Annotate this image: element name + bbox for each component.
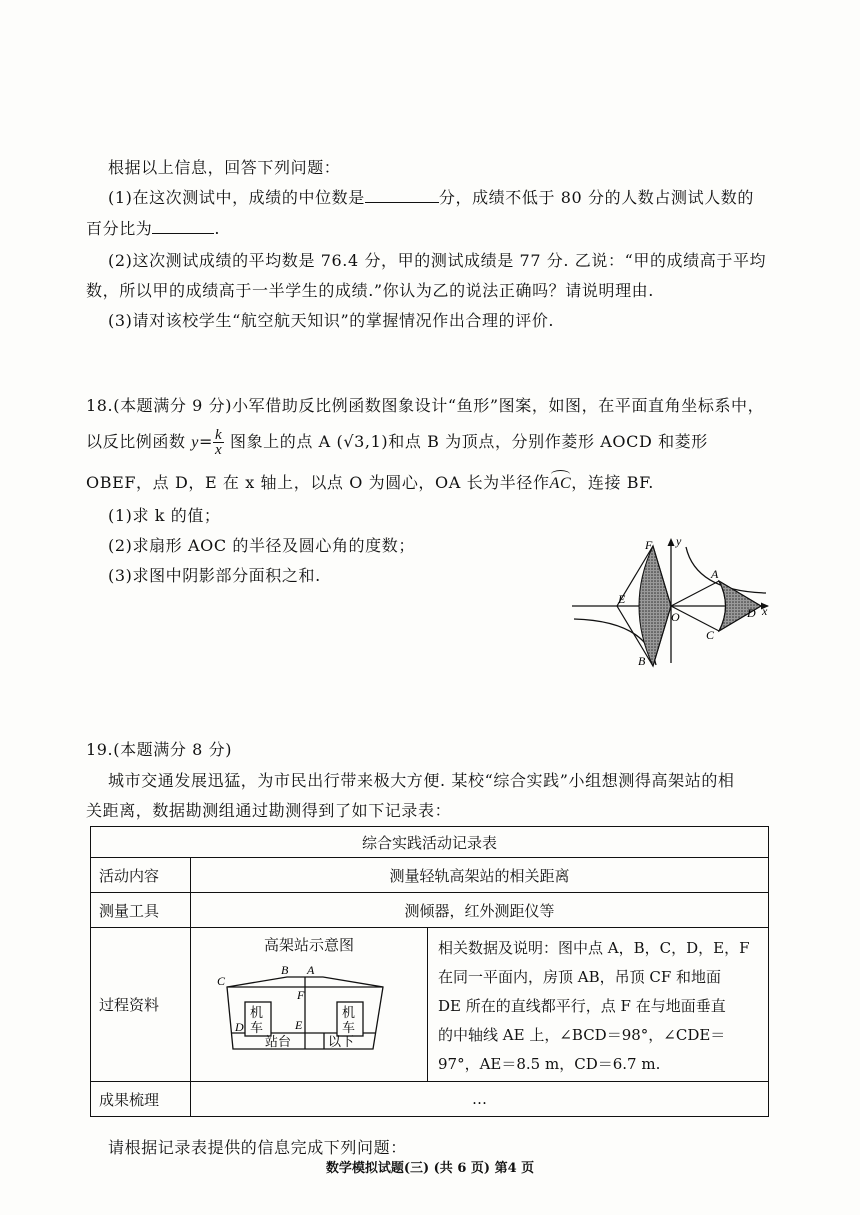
q17-part1-text-a: (1)在这次测试中，成绩的中位数是: [108, 188, 365, 207]
q17-part2-line1: (2)这次测试成绩的平均数是 76.4 分，甲的测试成绩是 77 分. 乙说：“甲的成绩高于平均: [108, 251, 767, 270]
label-c: C: [706, 628, 715, 642]
q18-var-y: y: [191, 434, 199, 451]
label-f: F: [645, 538, 653, 552]
fraction-numerator: k: [215, 427, 223, 443]
q17-part1-text-c: 百分比为: [86, 219, 153, 238]
fraction-denominator: x: [215, 442, 223, 458]
q18-line1: 18.(本题满分 9 分)小军借助反比例函数图象设计“鱼形”图案，如图，在平面直角坐标系中，: [86, 396, 765, 415]
train-left-char2: 车: [250, 1021, 264, 1036]
station-label-a: A: [307, 963, 315, 977]
description-cell: [428, 928, 769, 1082]
q18-line3-text-b: ，连接 BF.: [571, 473, 654, 492]
label-y: y: [676, 535, 682, 548]
q17-part1-text-b: 分，成绩不低于 80 分的人数占测试人数的: [438, 188, 755, 207]
description-line-5: 97°，AE＝8.5 m，CD＝6.7 m.: [438, 1055, 661, 1073]
shaded-region-left: [639, 546, 671, 666]
q17-part1-line1: [108, 185, 754, 208]
q18-line2-text-a: 以反比例函数: [86, 432, 192, 451]
q18-sub2: (2)求扇形 AOC 的半径及圆心角的度数；: [108, 536, 415, 555]
train-right-char2: 车: [342, 1021, 356, 1036]
q19-title: 19.(本题满分 8 分): [86, 740, 233, 759]
q17-part1-line2: [86, 216, 220, 239]
train-right-char1: 机: [342, 1006, 356, 1021]
train-left-char1: 机: [250, 1006, 264, 1021]
activity-record-table: [90, 826, 769, 1117]
q17-part1-text-d: .: [214, 219, 221, 238]
description-line-2: 在同一平面内，房顶 AB，吊顶 CF 和地面: [438, 968, 722, 986]
label-o: O: [671, 610, 680, 624]
label-b: B: [638, 654, 646, 668]
fraction-k-over-x: [213, 428, 224, 457]
station-label-d: D: [235, 1020, 244, 1034]
diagram-cell: [191, 928, 428, 1082]
row-label-process: 过程资料: [91, 928, 191, 1082]
q19-line1: 城市交通发展迅猛，为市民出行带来极大方便. 某校“综合实践”小组想测得高架站的相: [108, 771, 735, 790]
page-footer: 数学模拟试题(三) (共 6 页) 第4 页: [325, 1161, 535, 1176]
q19-line2: 关距离，数据勘测组通过勘测得到了如下记录表：: [86, 801, 452, 820]
fish-pattern-figure: [570, 535, 785, 670]
label-a: A: [711, 567, 719, 581]
q18-sub3: (3)求图中阴影部分面积之和.: [108, 566, 321, 585]
station-label-b: B: [281, 963, 289, 977]
row-label-content: 活动内容: [91, 858, 191, 893]
description-line-4: 的中轴线 AE 上，∠BCD＝98°，∠CDE＝: [438, 1026, 726, 1044]
q17-part3: (3)请对该校学生“航空航天知识”的掌握情况作出合理的评价.: [108, 311, 555, 330]
q19-after-table: 请根据记录表提供的信息完成下列问题：: [108, 1138, 407, 1157]
row-value-tools: 测倾器，红外测距仪等: [191, 893, 769, 928]
station-label-e: E: [295, 1018, 303, 1032]
elevated-station-diagram: [191, 955, 423, 1073]
description-line-1: 相关数据及说明：图中点 A，B，C，D，E，F: [438, 939, 750, 957]
q17-intro: 根据以上信息，回答下列问题：: [108, 158, 341, 177]
q18-line3: [86, 470, 654, 493]
arc-ac: AC: [549, 475, 572, 492]
label-x: x: [762, 604, 768, 618]
label-e: E: [618, 592, 626, 606]
q17-part2-line2: 数，所以甲的成绩高于一半学生的成绩.”你认为乙的说法正确吗？请说明理由.: [86, 281, 654, 300]
row-value-content: 测量轻轨高架站的相关距离: [191, 858, 769, 893]
description-line-3: DE 所在的直线都平行，点 F 在与地面垂直: [438, 997, 726, 1015]
q18-line2: [86, 428, 708, 457]
table-header: 综合实践活动记录表: [91, 827, 769, 858]
diagram-title: 高架站示意图: [263, 936, 354, 954]
answer-blank-percent[interactable]: [152, 219, 214, 234]
y-axis-arrow: [668, 538, 675, 546]
row-label-results: 成果梳理: [91, 1082, 191, 1117]
station-label-c: C: [217, 974, 226, 988]
q18-line3-text-a: OBEF，点 D，E 在 x 轴上，以点 O 为圆心，OA 长为半径作: [86, 473, 550, 492]
q18-equals: =: [199, 432, 214, 451]
sqrt3: √3: [343, 432, 365, 451]
answer-blank-median[interactable]: [365, 188, 439, 203]
q18-line2-text-c: ,1)和点 B 为顶点，分别作菱形 AOCD 和菱形: [364, 432, 708, 451]
row-label-tools: 测量工具: [91, 893, 191, 928]
below-label: 以下: [328, 1035, 355, 1050]
station-label-f: F: [297, 988, 305, 1002]
label-d: D: [747, 606, 756, 620]
row-value-results: …: [191, 1082, 769, 1117]
q18-line2-text-b: 图象上的点 A (: [224, 432, 344, 451]
platform-label: 站台: [265, 1035, 292, 1050]
q18-sub1: (1)求 k 的值；: [108, 506, 221, 525]
